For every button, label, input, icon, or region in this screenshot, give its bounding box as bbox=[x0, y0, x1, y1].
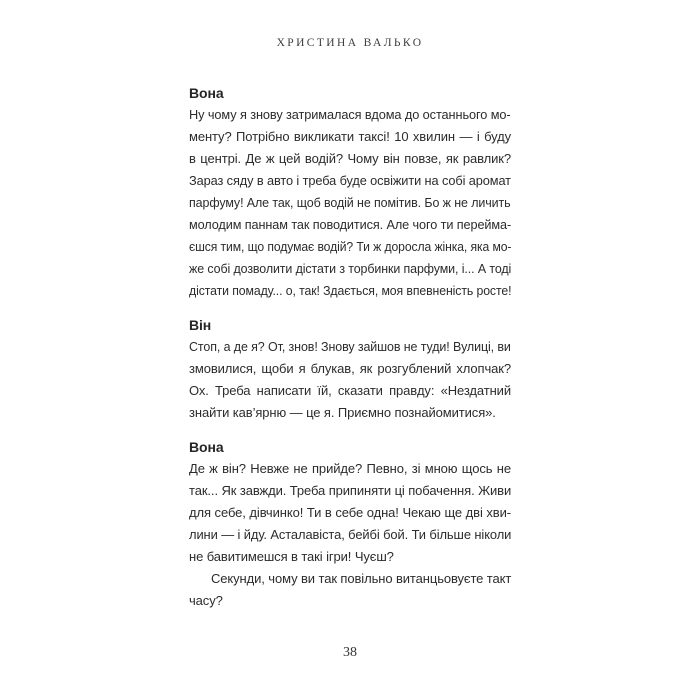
paragraph bbox=[189, 458, 511, 568]
text-line: в центрі. Де ж цей водій? Чому він повзе, як равлик? bbox=[189, 151, 511, 166]
page-number: 38 bbox=[343, 645, 357, 660]
paragraph bbox=[189, 568, 511, 612]
text-line: лини — і йду. Асталавіста, бейбі бой. Ти більше ніколи bbox=[189, 527, 512, 542]
speaker-heading: Вона bbox=[189, 85, 224, 101]
text-line: же собі дозволити дістати з торбинки парфуми, і... А тоді bbox=[189, 261, 512, 276]
text-line: Стоп, а де я? От, знов! Знову зайшов не туди! Вулиці, ви bbox=[189, 339, 511, 354]
dialogue-section bbox=[189, 314, 511, 424]
text-line: Ох. Треба написати їй, сказати правду: «Нездатний bbox=[189, 383, 511, 398]
dialogue-section bbox=[189, 82, 511, 302]
text-line: дістати помаду... о, так! Здається, моя впевненість росте! bbox=[189, 283, 512, 298]
text-line: не бавитимешся в такі ігри! Чуєш? bbox=[189, 549, 394, 564]
text-line: Ну чому я знову затрималася вдома до останнього мо- bbox=[189, 107, 511, 122]
dialogue-section bbox=[189, 436, 511, 612]
running-header: ХРИСТИНА ВАЛЬКО bbox=[276, 37, 424, 49]
text-line: Де ж він? Невже не прийде? Певно, зі мною щось не bbox=[189, 461, 511, 476]
text-line: для себе, дівчинко! Ти в себе одна! Чекаю ще дві хви- bbox=[189, 505, 511, 520]
text-line: молодим паннам так поводитися. Але чого ти перейма- bbox=[189, 217, 512, 232]
text-line: менту? Потрібно викликати таксі! 10 хвилин — і буду bbox=[189, 129, 511, 144]
paragraph bbox=[189, 336, 511, 424]
text-line: знайти кав’ярню — це я. Приємно познайомитися». bbox=[189, 405, 496, 420]
paragraph bbox=[189, 104, 511, 302]
text-line: парфуму! Але так, щоб водій не помітив. Бо ж не личить bbox=[189, 195, 511, 210]
text-line: Секунди, чому ви так повільно витанцьовуєте такт bbox=[211, 571, 512, 586]
speaker-heading: Він bbox=[189, 317, 212, 333]
text-line: змовилися, щоби я блукав, як розгублений хлопчак? bbox=[189, 361, 511, 376]
text-line: Зараз сяду в авто і треба буде освіжити на собі аромат bbox=[189, 173, 511, 188]
text-line: часу? bbox=[189, 593, 223, 608]
text-line: так... Як завжди. Треба припиняти ці побачення. Живи bbox=[189, 483, 512, 498]
text-line: єшся тим, що подумає водій? Ти ж доросла жінка, яка мо- bbox=[189, 239, 512, 254]
text-block bbox=[189, 82, 511, 612]
speaker-heading: Вона bbox=[189, 439, 224, 455]
